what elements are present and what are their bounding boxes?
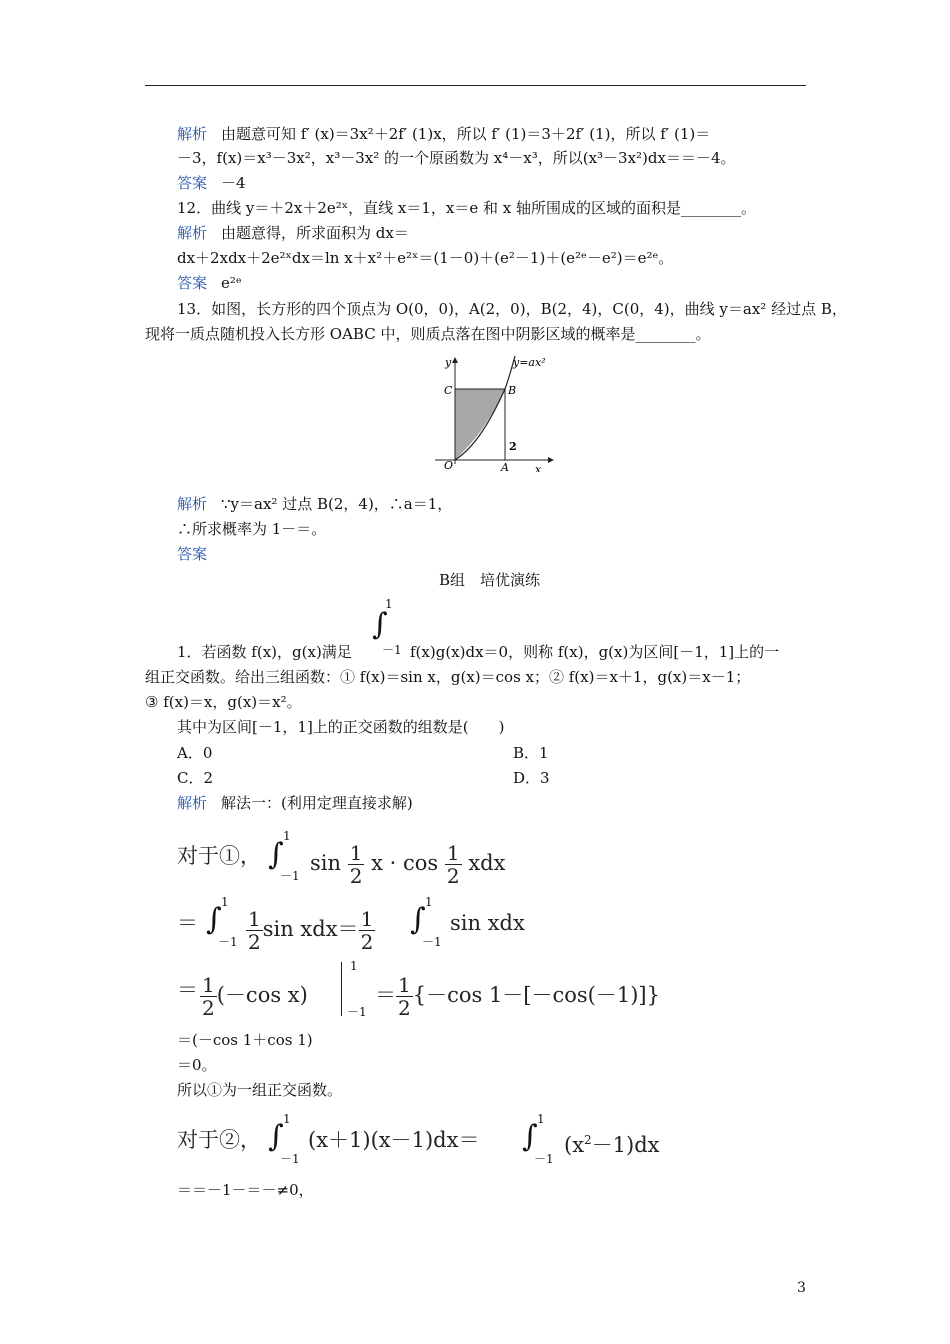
fraction-half: $\frac{1}{2}$ bbox=[349, 841, 363, 888]
eval-lower-limit: －1 bbox=[347, 1005, 367, 1019]
math-line4: ＝(－cos 1＋cos 1) bbox=[177, 1031, 313, 1049]
integral-sign: ∫ bbox=[372, 607, 388, 642]
curve-label: y=ax² bbox=[513, 356, 546, 369]
page-number: 3 bbox=[797, 1280, 806, 1296]
p11-solution-line2: －3，f(x)＝x³－3x²，x³－3x² 的一个原函数为 x⁴－x³，所以(x³－3x²)dx＝＝－4。 bbox=[177, 149, 736, 167]
math-row2-eq: ＝ bbox=[177, 911, 198, 935]
side-length-label: 2 bbox=[509, 440, 517, 453]
q1-line2: 组正交函数。给出三组函数：① f(x)＝sin x，g(x)＝cos x；② f(x)＝x＋1，g(x)＝x－1； bbox=[145, 668, 751, 686]
fraction-half: $\frac{1}{2}$ bbox=[248, 907, 261, 954]
math-row3-eq: ＝ bbox=[177, 978, 198, 1002]
math-row1-body: sin $\frac{1}{2}$ x · cos $\frac{1}{2}$ xdx bbox=[310, 841, 506, 888]
q1-line3: ③ f(x)＝x，g(x)＝x²。 bbox=[145, 693, 302, 711]
solution-label: 解析 bbox=[177, 794, 208, 812]
math-row7-prefix: 对于②， bbox=[177, 1128, 261, 1152]
point-o-label: O bbox=[444, 459, 454, 472]
integral-upper-limit: 1 bbox=[283, 1112, 291, 1126]
integral-sign: ∫ bbox=[522, 1119, 538, 1154]
fraction-half: $\frac{1}{2}$ bbox=[398, 973, 411, 1020]
solution-label: 解析 bbox=[177, 224, 208, 242]
q1-line4: 其中为区间[－1，1]上的正交函数的组数是( ) bbox=[177, 718, 505, 736]
option-c: C．2 bbox=[177, 769, 214, 787]
math-row2-body: $\frac{1}{2}$ sin xdx＝ $\frac{1}{2}$ bbox=[248, 907, 374, 954]
p13-question-line2: 现将一质点随机投入长方形 OABC 中，则质点落在图中阴影区域的概率是________。 bbox=[145, 325, 711, 343]
point-a-label: A bbox=[501, 461, 509, 472]
p11-answer: 答案 －4 bbox=[177, 174, 246, 192]
p13-figure bbox=[425, 352, 560, 472]
integral-upper-limit: 1 bbox=[425, 895, 433, 909]
p11-solution-line1: 解析 由题意可知 f′ (x)＝3x²＋2f′ (1)x，所以 f′ (1)＝3＋2f′ (1)，所以 f′ (1)＝ bbox=[177, 125, 711, 143]
math-line5: ＝0。 bbox=[177, 1056, 217, 1074]
math-line6: 所以①为一组正交函数。 bbox=[177, 1081, 343, 1099]
integral-sign: ∫ bbox=[206, 902, 222, 937]
integral-sign: ∫ bbox=[268, 837, 284, 872]
p13-question-line1: 13．如图，长方形的四个顶点为 O(0，0)，A(2，0)，B(2，4)，C(0，4)，曲线 y＝ax² 经过点 B， bbox=[177, 300, 847, 318]
x-axis-label: x bbox=[535, 463, 542, 472]
integral-lower-limit: －1 bbox=[218, 935, 238, 949]
p12-solution-line2: dx＋2xdx＋2e²ˣdx＝ln x＋x²＋e²ˣ＝(1－0)＋(e²－1)＋(e²ᵉ－e²)＝e²ᵉ。 bbox=[177, 249, 674, 267]
p12-question: 12．曲线 y＝＋2x＋2e²ˣ，直线 x＝1，x＝e 和 x 轴所围成的区域的面积是________。 bbox=[177, 199, 756, 217]
eval-upper-limit: 1 bbox=[350, 959, 358, 973]
integral-lower-limit: －1 bbox=[534, 1152, 554, 1166]
q1-line1b: f(x)g(x)dx＝0，则称 f(x)，g(x)为区间[－1，1]上的一 bbox=[410, 643, 780, 661]
evaluation-bar bbox=[341, 962, 342, 1016]
integral-lower-limit: －1 bbox=[280, 1152, 300, 1166]
integral-upper-limit: 1 bbox=[385, 597, 393, 611]
math-row7-tail: $(x^2-1)dx$ bbox=[564, 1133, 660, 1157]
q1-line1: 1．若函数 f(x)，g(x)满足 bbox=[177, 643, 352, 661]
integral-lower-limit: －1 bbox=[280, 869, 300, 883]
p13-solution-line2: ∴所求概率为 1－＝。 bbox=[177, 520, 327, 538]
shaded-region bbox=[455, 389, 505, 460]
p13-answer bbox=[177, 544, 221, 564]
integral-upper-limit: 1 bbox=[221, 895, 229, 909]
p12-answer: 答案 e²ᵉ bbox=[177, 274, 242, 292]
option-d: D．3 bbox=[513, 769, 550, 787]
integral-upper-limit: 1 bbox=[283, 829, 291, 843]
header-rule bbox=[145, 85, 806, 86]
integral-upper-limit: 1 bbox=[537, 1112, 545, 1126]
math-line8: ＝＝－1－＝－≠0， bbox=[177, 1181, 314, 1199]
integral-sign: ∫ bbox=[410, 902, 426, 937]
fraction-half: $\frac{1}{2}$ bbox=[446, 841, 460, 888]
integral-sign: ∫ bbox=[268, 1119, 284, 1154]
answer-label: 答案 bbox=[177, 545, 208, 563]
math-row7-body: (x＋1)(x－1)dx＝ bbox=[308, 1128, 480, 1152]
answer-label: 答案 bbox=[177, 274, 208, 292]
answer-label: 答案 bbox=[177, 174, 208, 192]
integral-lower-limit: －1 bbox=[422, 935, 442, 949]
p13-solution-line1: 解析 ∵y＝ax² 过点 B(2，4)，∴a＝1， bbox=[177, 495, 453, 513]
point-c-label: C bbox=[444, 384, 453, 397]
group-b-title: B组 培优演练 bbox=[439, 571, 541, 589]
point-b-label: B bbox=[508, 384, 517, 397]
y-axis-label: y bbox=[445, 356, 452, 369]
math-row2-tail: sin xdx bbox=[450, 911, 525, 935]
option-b: B．1 bbox=[513, 744, 549, 762]
option-a: A．0 bbox=[177, 744, 213, 762]
math-row1-prefix: 对于①， bbox=[177, 844, 261, 868]
p12-solution-line1: 解析 由题意得，所求面积为 dx＝ bbox=[177, 224, 409, 242]
math-row3-tail: ＝ $\frac{1}{2}$ {－cos 1－[－cos(－1)]} bbox=[375, 973, 660, 1020]
solution-label: 解析 bbox=[177, 495, 208, 513]
q1-solution-method: 解析 解法一：(利用定理直接求解) bbox=[177, 794, 413, 812]
math-row3-body: $\frac{1}{2}$ (－cos x) bbox=[202, 973, 308, 1020]
fraction-half: $\frac{1}{2}$ bbox=[360, 907, 374, 954]
fraction-half: $\frac{1}{2}$ bbox=[202, 973, 215, 1020]
solution-label: 解析 bbox=[177, 125, 208, 143]
integral-lower-limit: －1 bbox=[382, 643, 402, 657]
